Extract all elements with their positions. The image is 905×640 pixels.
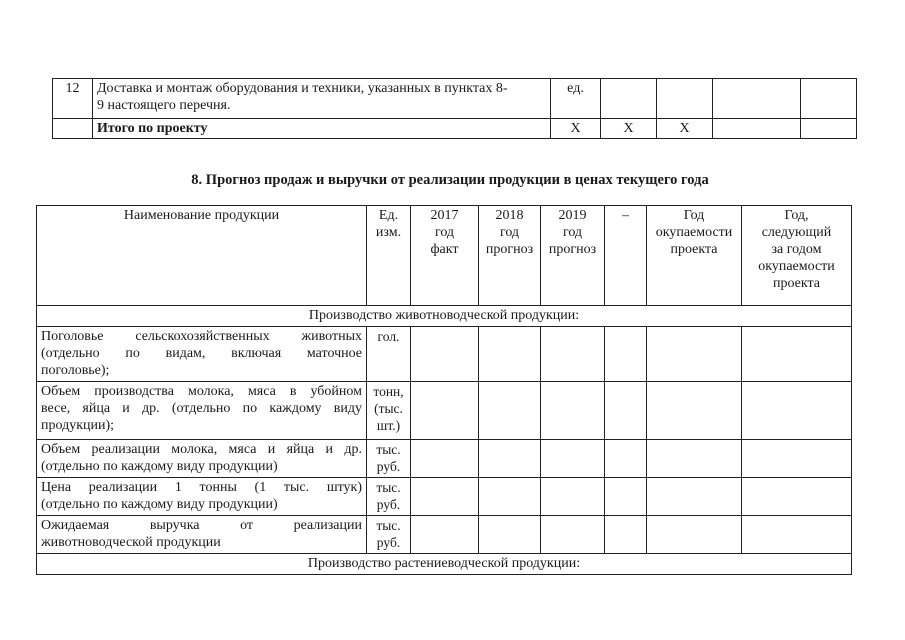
product-name-line: Цена реализации 1 тонны (1 тыс. штук)	[41, 480, 362, 495]
product-name-line: (отдельно по каждому виду продукции)	[41, 497, 278, 512]
total-mark: Х	[551, 119, 601, 139]
table-row	[37, 440, 852, 478]
empty-cell	[479, 440, 541, 478]
empty-cell	[541, 478, 605, 516]
table-row	[37, 516, 852, 554]
row-name-line: 9 настоящего перечня.	[97, 98, 231, 113]
empty-cell	[479, 327, 541, 382]
empty-cell	[479, 478, 541, 516]
total-mark: Х	[601, 119, 657, 139]
crop-section-label: Производство растениеводческой продукции:	[37, 554, 852, 575]
header-text: Год	[683, 208, 705, 223]
section-heading: 8. Прогноз продаж и выручки от реализации продукции в ценах текущего года	[191, 172, 709, 188]
unit-text: руб.	[376, 535, 401, 550]
product-name-line: Поголовье сельскохозяйственных животных	[41, 329, 362, 344]
unit-text: тыс.	[376, 518, 401, 533]
empty-cell	[742, 516, 852, 554]
unit-text: тыс.	[376, 442, 401, 457]
section-row	[37, 306, 852, 327]
header-text: окупаемости	[655, 225, 733, 240]
total-row	[53, 119, 857, 139]
header-text: факт	[430, 242, 459, 257]
row-name	[93, 79, 551, 119]
header-text: за годом	[771, 242, 822, 257]
header-text: год	[434, 225, 455, 240]
header-text: 2019	[558, 208, 587, 223]
empty-cell	[647, 516, 742, 554]
section-row	[37, 554, 852, 575]
empty-cell	[657, 79, 713, 119]
unit-text: (тыс.	[374, 401, 403, 416]
total-mark: Х	[657, 119, 713, 139]
header-unit	[367, 206, 411, 306]
product-unit	[367, 478, 411, 516]
product-name	[37, 516, 367, 554]
product-name	[37, 327, 367, 382]
empty-cell	[411, 327, 479, 382]
unit-text: руб.	[376, 459, 401, 474]
total-label: Итого по проекту	[93, 119, 551, 139]
header-text: год	[562, 225, 583, 240]
header-2019	[541, 206, 605, 306]
empty-cell	[53, 119, 93, 139]
empty-cell	[479, 382, 541, 440]
product-name-line: (отдельно по каждому виду продукции)	[41, 459, 278, 474]
table-row	[53, 79, 857, 119]
product-name-line: весе, яйца и др. (отдельно по каждому виду	[41, 401, 362, 416]
unit-text: тыс.	[376, 480, 401, 495]
header-dash: –	[605, 206, 647, 306]
header-text: прогноз	[548, 242, 597, 257]
product-name-line: Объем производства молока, мяса в убойном	[41, 384, 362, 399]
header-text: 2017	[430, 208, 459, 223]
product-unit	[367, 382, 411, 440]
header-next-year	[742, 206, 852, 306]
empty-cell	[411, 440, 479, 478]
livestock-section-label: Производство животноводческой продукции:	[37, 306, 852, 327]
empty-cell	[411, 382, 479, 440]
header-text: Год,	[784, 208, 809, 223]
product-name-line: животноводческой продукции	[41, 535, 221, 550]
header-text: прогноз	[485, 242, 534, 257]
product-name	[37, 382, 367, 440]
empty-cell	[647, 478, 742, 516]
empty-cell	[411, 516, 479, 554]
table-row	[37, 382, 852, 440]
unit-text: тонн,	[373, 384, 404, 399]
empty-cell	[605, 382, 647, 440]
product-name-line: поголовье);	[41, 363, 110, 378]
empty-cell	[605, 478, 647, 516]
header-name: Наименование продукции	[37, 206, 367, 306]
empty-cell	[605, 327, 647, 382]
header-text: изм.	[375, 225, 402, 240]
header-text: окупаемости	[758, 259, 835, 274]
product-unit	[367, 327, 411, 382]
product-name	[37, 440, 367, 478]
header-payback-year	[647, 206, 742, 306]
product-name-line: Ожидаемая выручка от реализации	[41, 518, 362, 533]
empty-cell	[713, 119, 801, 139]
product-name-line: Объем реализации молока, мяса и яйца и др.	[41, 442, 362, 457]
empty-cell	[605, 440, 647, 478]
product-unit	[367, 516, 411, 554]
unit-text: руб.	[376, 497, 401, 512]
unit-text: гол.	[377, 329, 400, 344]
empty-cell	[647, 327, 742, 382]
unit-text: шт.)	[376, 418, 401, 433]
empty-cell	[541, 327, 605, 382]
header-row	[37, 206, 852, 306]
sales-forecast-table	[36, 205, 852, 575]
empty-cell	[801, 79, 857, 119]
empty-cell	[742, 382, 852, 440]
header-text: год	[499, 225, 520, 240]
empty-cell	[541, 516, 605, 554]
row-unit: ед.	[551, 79, 601, 119]
empty-cell	[801, 119, 857, 139]
product-name	[37, 478, 367, 516]
header-2018	[479, 206, 541, 306]
empty-cell	[742, 327, 852, 382]
empty-cell	[742, 478, 852, 516]
empty-cell	[479, 516, 541, 554]
header-text: следующий	[761, 225, 832, 240]
row-number: 12	[53, 79, 93, 119]
header-text: Ед.	[378, 208, 399, 223]
row-name-line: Доставка и монтаж оборудования и техники, указанных в пунктах 8-	[97, 81, 508, 96]
table-row	[37, 327, 852, 382]
empty-cell	[541, 382, 605, 440]
header-text: 2018	[495, 208, 524, 223]
product-name-line: продукции);	[41, 418, 115, 433]
table-row	[37, 478, 852, 516]
empty-cell	[713, 79, 801, 119]
header-2017	[411, 206, 479, 306]
empty-cell	[411, 478, 479, 516]
empty-cell	[647, 440, 742, 478]
header-text: проекта	[773, 276, 820, 291]
project-items-table	[52, 78, 857, 139]
product-name-line: (отдельно по видам, включая маточное	[41, 346, 362, 361]
header-text: проекта	[670, 242, 718, 257]
product-unit	[367, 440, 411, 478]
empty-cell	[541, 440, 605, 478]
empty-cell	[605, 516, 647, 554]
empty-cell	[742, 440, 852, 478]
empty-cell	[601, 79, 657, 119]
empty-cell	[647, 382, 742, 440]
